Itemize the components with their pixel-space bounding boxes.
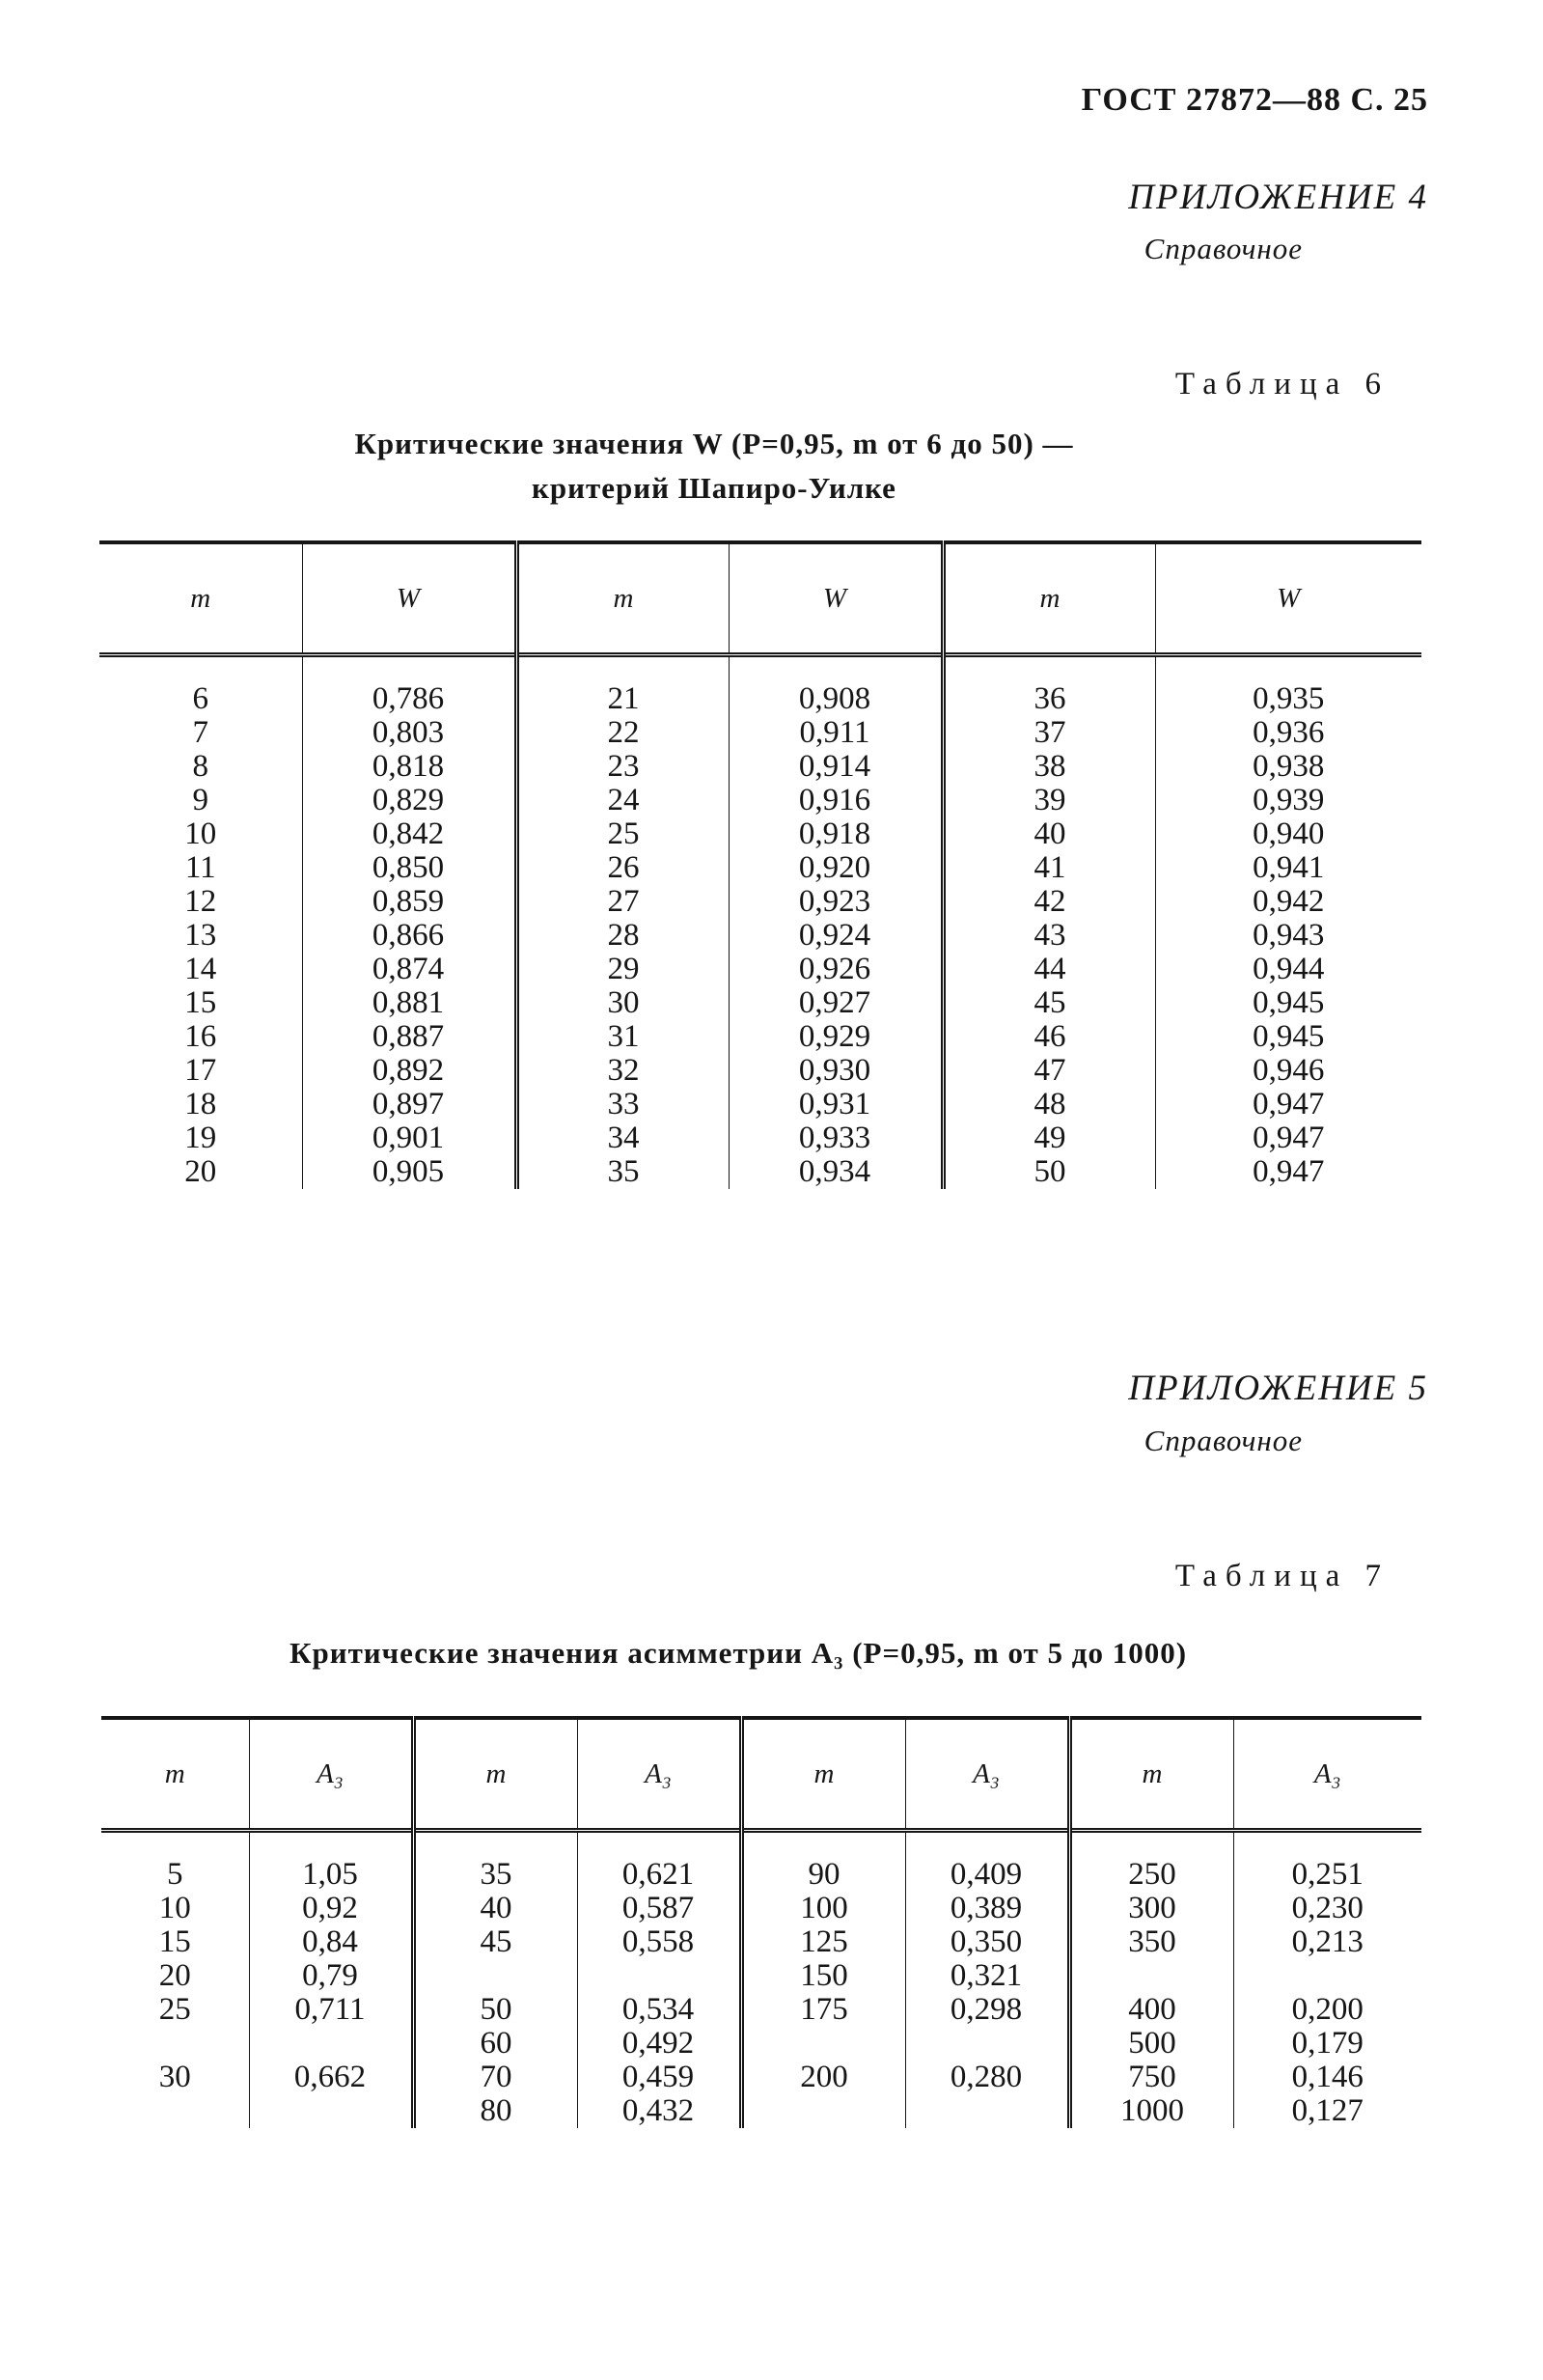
table-row bbox=[101, 1892, 1421, 1925]
table-cell: 35 bbox=[516, 1155, 729, 1189]
table-cell: 36 bbox=[943, 682, 1155, 716]
col-header-a3: A₃ bbox=[1313, 1757, 1341, 1789]
table-7-header-row bbox=[101, 1718, 1421, 1831]
table-cell: 750 bbox=[1069, 2061, 1233, 2094]
table-cell: 0,829 bbox=[302, 784, 516, 817]
table-cell: 0,79 bbox=[249, 1959, 413, 1993]
table-cell: 19 bbox=[99, 1121, 302, 1155]
table-6-caption-line1: Критические значения W (P=0,95, m от 6 до 50) — bbox=[354, 427, 1074, 460]
table-cell: 0,946 bbox=[1253, 1053, 1325, 1088]
table-cell: 0,931 bbox=[729, 1088, 943, 1121]
table-row bbox=[101, 2094, 1421, 2128]
table-cell: 0,923 bbox=[729, 885, 943, 919]
col-header-m: m bbox=[413, 1718, 577, 1831]
table-cell: 11 bbox=[99, 851, 302, 885]
table-row bbox=[101, 1959, 1421, 1993]
table-row bbox=[99, 750, 1421, 784]
col-header-w: W bbox=[302, 542, 516, 655]
table-6 bbox=[99, 540, 1421, 1189]
table-cell: 45 bbox=[413, 1925, 577, 1959]
table-row bbox=[99, 1155, 1421, 1189]
table-cell: 0,930 bbox=[729, 1054, 943, 1088]
table-cell bbox=[741, 2027, 905, 2061]
table-row bbox=[99, 1088, 1421, 1121]
table-cell: 0,842 bbox=[302, 817, 516, 851]
table-cell: 0,942 bbox=[1253, 884, 1325, 919]
table-cell: 41 bbox=[943, 851, 1155, 885]
table-row bbox=[99, 919, 1421, 953]
table-7-label: Таблица 7 bbox=[1174, 1559, 1390, 1593]
page-header: ГОСТ 27872—88 С. 25 bbox=[1081, 82, 1428, 118]
table-cell: 0,711 bbox=[249, 1993, 413, 2027]
table-cell: 0,929 bbox=[729, 1020, 943, 1054]
table-row bbox=[99, 953, 1421, 986]
col-header-a3: A₃ bbox=[249, 1718, 413, 1831]
table-cell bbox=[101, 2094, 249, 2128]
table-cell: 44 bbox=[943, 953, 1155, 986]
table-row bbox=[99, 851, 1421, 885]
table-row bbox=[101, 1858, 1421, 1892]
table-row bbox=[99, 817, 1421, 851]
table-cell: 35 bbox=[413, 1858, 577, 1892]
table-cell: 40 bbox=[413, 1892, 577, 1925]
table-cell: 0,887 bbox=[302, 1020, 516, 1054]
table-cell bbox=[249, 2094, 413, 2128]
table-cell: 0,901 bbox=[302, 1121, 516, 1155]
table-cell: 0,621 bbox=[577, 1858, 741, 1892]
table-cell: 10 bbox=[101, 1892, 249, 1925]
col-header-w: W bbox=[729, 542, 943, 655]
table-cell: 17 bbox=[99, 1054, 302, 1088]
table-cell: 0,926 bbox=[729, 953, 943, 986]
table-cell: 37 bbox=[943, 716, 1155, 750]
table-cell: 0,897 bbox=[302, 1088, 516, 1121]
col-header-a3: A₃ bbox=[905, 1718, 1069, 1831]
table-cell: 125 bbox=[741, 1925, 905, 1959]
table-6-label: Таблица 6 bbox=[1174, 367, 1390, 401]
table-cell bbox=[577, 1959, 741, 1993]
table-cell: 46 bbox=[943, 1020, 1155, 1054]
table-cell: 0,459 bbox=[577, 2061, 741, 2094]
table-cell: 50 bbox=[943, 1155, 1155, 1189]
table-cell: 0,911 bbox=[729, 716, 943, 750]
table-cell: 40 bbox=[943, 817, 1155, 851]
table-cell: 22 bbox=[516, 716, 729, 750]
col-header-m: m bbox=[741, 1718, 905, 1831]
table-cell: 300 bbox=[1069, 1892, 1233, 1925]
table-7-caption: Критические значения асимметрии A₃ (P=0,95, m от 5 до 1000) bbox=[289, 1636, 1188, 1670]
table-cell: 48 bbox=[943, 1088, 1155, 1121]
table-row bbox=[99, 682, 1421, 716]
table-row bbox=[99, 885, 1421, 919]
table-cell: 0,200 bbox=[1291, 1992, 1364, 2027]
table-cell: 21 bbox=[516, 682, 729, 716]
table-cell: 250 bbox=[1069, 1858, 1233, 1892]
table-cell bbox=[413, 1959, 577, 1993]
col-header-m: m bbox=[1069, 1718, 1233, 1831]
table-cell bbox=[1233, 1959, 1421, 1993]
table-cell: 14 bbox=[99, 953, 302, 986]
table-cell: 0,943 bbox=[1253, 918, 1325, 953]
table-cell: 0,924 bbox=[729, 919, 943, 953]
table-cell: 49 bbox=[943, 1121, 1155, 1155]
table-cell: 0,874 bbox=[302, 953, 516, 986]
table-cell: 45 bbox=[943, 986, 1155, 1020]
table-cell: 28 bbox=[516, 919, 729, 953]
table-cell: 0,945 bbox=[1253, 985, 1325, 1020]
table-cell: 100 bbox=[741, 1892, 905, 1925]
table-cell: 0,916 bbox=[729, 784, 943, 817]
table-cell: 43 bbox=[943, 919, 1155, 953]
table-cell: 0,905 bbox=[302, 1155, 516, 1189]
table-cell: 0,350 bbox=[905, 1925, 1069, 1959]
table-cell: 9 bbox=[99, 784, 302, 817]
table-cell: 12 bbox=[99, 885, 302, 919]
table-cell: 25 bbox=[101, 1993, 249, 2027]
table-cell: 0,939 bbox=[1253, 783, 1325, 817]
table-cell: 0,587 bbox=[577, 1892, 741, 1925]
table-cell: 0,918 bbox=[729, 817, 943, 851]
table-cell: 200 bbox=[741, 2061, 905, 2094]
table-7 bbox=[101, 1716, 1421, 2128]
table-cell: 0,409 bbox=[905, 1858, 1069, 1892]
table-cell: 0,492 bbox=[577, 2027, 741, 2061]
table-cell: 80 bbox=[413, 2094, 577, 2128]
table-cell: 0,389 bbox=[905, 1892, 1069, 1925]
table-cell: 350 bbox=[1069, 1925, 1233, 1959]
table-cell: 31 bbox=[516, 1020, 729, 1054]
table-cell bbox=[741, 2094, 905, 2128]
appendix-4-title: ПРИЛОЖЕНИЕ 4 bbox=[1128, 178, 1428, 217]
table-cell: 0,84 bbox=[249, 1925, 413, 1959]
table-cell: 33 bbox=[516, 1088, 729, 1121]
table-cell: 0,859 bbox=[302, 885, 516, 919]
table-cell: 0,920 bbox=[729, 851, 943, 885]
table-cell: 0,432 bbox=[577, 2094, 741, 2128]
table-row bbox=[101, 1925, 1421, 1959]
table-cell: 1000 bbox=[1069, 2094, 1233, 2128]
table-cell: 0,866 bbox=[302, 919, 516, 953]
table-cell: 18 bbox=[99, 1088, 302, 1121]
table-cell: 70 bbox=[413, 2061, 577, 2094]
table-cell: 0,213 bbox=[1291, 1924, 1364, 1959]
table-cell: 0,251 bbox=[1291, 1857, 1364, 1892]
table-6-header-row bbox=[99, 542, 1421, 655]
table-cell: 0,940 bbox=[1253, 816, 1325, 851]
table-6-caption-line2: критерий Шапиро-Уилке bbox=[532, 471, 896, 505]
table-cell: 0,892 bbox=[302, 1054, 516, 1088]
table-cell: 0,662 bbox=[249, 2061, 413, 2094]
table-cell: 39 bbox=[943, 784, 1155, 817]
table-row bbox=[101, 2027, 1421, 2061]
table-cell: 0,803 bbox=[302, 716, 516, 750]
table-row bbox=[99, 1020, 1421, 1054]
table-cell: 0,947 bbox=[1253, 1121, 1325, 1155]
col-header-m: m bbox=[516, 542, 729, 655]
table-cell bbox=[1069, 1959, 1233, 1993]
table-cell: 500 bbox=[1069, 2027, 1233, 2061]
table-row bbox=[99, 716, 1421, 750]
col-header-a3: A₃ bbox=[577, 1718, 741, 1831]
table-cell: 0,934 bbox=[729, 1155, 943, 1189]
table-cell: 0,850 bbox=[302, 851, 516, 885]
table-cell: 6 bbox=[99, 682, 302, 716]
table-cell: 0,947 bbox=[1253, 1087, 1325, 1121]
table-cell: 16 bbox=[99, 1020, 302, 1054]
table-cell: 0,298 bbox=[905, 1993, 1069, 2027]
table-cell bbox=[905, 2094, 1069, 2128]
table-cell: 0,321 bbox=[905, 1959, 1069, 1993]
table-cell: 0,534 bbox=[577, 1993, 741, 2027]
table-cell: 0,944 bbox=[1253, 952, 1325, 986]
table-cell: 0,938 bbox=[1253, 749, 1325, 784]
table-cell: 47 bbox=[943, 1054, 1155, 1088]
table-cell: 13 bbox=[99, 919, 302, 953]
table-cell: 30 bbox=[101, 2061, 249, 2094]
table-cell: 0,92 bbox=[249, 1892, 413, 1925]
table-cell: 38 bbox=[943, 750, 1155, 784]
table-cell: 15 bbox=[99, 986, 302, 1020]
appendix-5-title: ПРИЛОЖЕНИЕ 5 bbox=[1128, 1369, 1428, 1408]
table-row bbox=[99, 1054, 1421, 1088]
table-cell: 32 bbox=[516, 1054, 729, 1088]
table-cell: 0,927 bbox=[729, 986, 943, 1020]
table-row bbox=[99, 1121, 1421, 1155]
table-cell: 0,230 bbox=[1291, 1891, 1364, 1925]
table-cell: 0,936 bbox=[1253, 715, 1325, 750]
table-cell: 0,947 bbox=[1253, 1154, 1325, 1189]
table-cell: 0,127 bbox=[1291, 2093, 1364, 2128]
table-cell: 23 bbox=[516, 750, 729, 784]
table-cell: 0,933 bbox=[729, 1121, 943, 1155]
table-cell: 10 bbox=[99, 817, 302, 851]
table-cell: 27 bbox=[516, 885, 729, 919]
appendix-4-subtitle: Справочное bbox=[1143, 232, 1303, 265]
table-cell: 29 bbox=[516, 953, 729, 986]
table-cell: 42 bbox=[943, 885, 1155, 919]
table-row bbox=[99, 784, 1421, 817]
table-cell: 0,146 bbox=[1291, 2060, 1364, 2094]
table-cell: 0,945 bbox=[1253, 1019, 1325, 1054]
table-cell: 150 bbox=[741, 1959, 905, 1993]
table-row bbox=[101, 2061, 1421, 2094]
table-cell bbox=[101, 2027, 249, 2061]
table-cell: 5 bbox=[101, 1858, 249, 1892]
table-row bbox=[99, 986, 1421, 1020]
table-cell: 25 bbox=[516, 817, 729, 851]
table-cell: 0,786 bbox=[302, 682, 516, 716]
table-cell bbox=[249, 2027, 413, 2061]
table-row bbox=[101, 1993, 1421, 2027]
table-cell: 0,908 bbox=[729, 682, 943, 716]
table-cell: 0,179 bbox=[1291, 2026, 1364, 2061]
table-cell: 0,935 bbox=[1253, 681, 1325, 716]
table-cell: 175 bbox=[741, 1993, 905, 2027]
table-cell: 0,881 bbox=[302, 986, 516, 1020]
table-cell: 20 bbox=[101, 1959, 249, 1993]
appendix-5-subtitle: Справочное bbox=[1143, 1424, 1303, 1457]
col-header-m: m bbox=[101, 1718, 249, 1831]
table-cell: 0,280 bbox=[905, 2061, 1069, 2094]
table-cell: 0,941 bbox=[1253, 850, 1325, 885]
table-cell: 1,05 bbox=[249, 1858, 413, 1892]
table-cell: 20 bbox=[99, 1155, 302, 1189]
table-cell: 26 bbox=[516, 851, 729, 885]
table-cell: 30 bbox=[516, 986, 729, 1020]
table-cell: 0,914 bbox=[729, 750, 943, 784]
table-cell: 0,818 bbox=[302, 750, 516, 784]
col-header-w: W bbox=[1277, 582, 1301, 614]
table-cell: 8 bbox=[99, 750, 302, 784]
table-cell: 15 bbox=[101, 1925, 249, 1959]
col-header-m: m bbox=[943, 542, 1155, 655]
col-header-m: m bbox=[99, 542, 302, 655]
table-cell: 50 bbox=[413, 1993, 577, 2027]
table-cell: 90 bbox=[741, 1858, 905, 1892]
table-cell: 400 bbox=[1069, 1993, 1233, 2027]
table-cell bbox=[905, 2027, 1069, 2061]
table-cell: 0,558 bbox=[577, 1925, 741, 1959]
table-cell: 7 bbox=[99, 716, 302, 750]
table-cell: 60 bbox=[413, 2027, 577, 2061]
table-cell: 24 bbox=[516, 784, 729, 817]
table-cell: 34 bbox=[516, 1121, 729, 1155]
